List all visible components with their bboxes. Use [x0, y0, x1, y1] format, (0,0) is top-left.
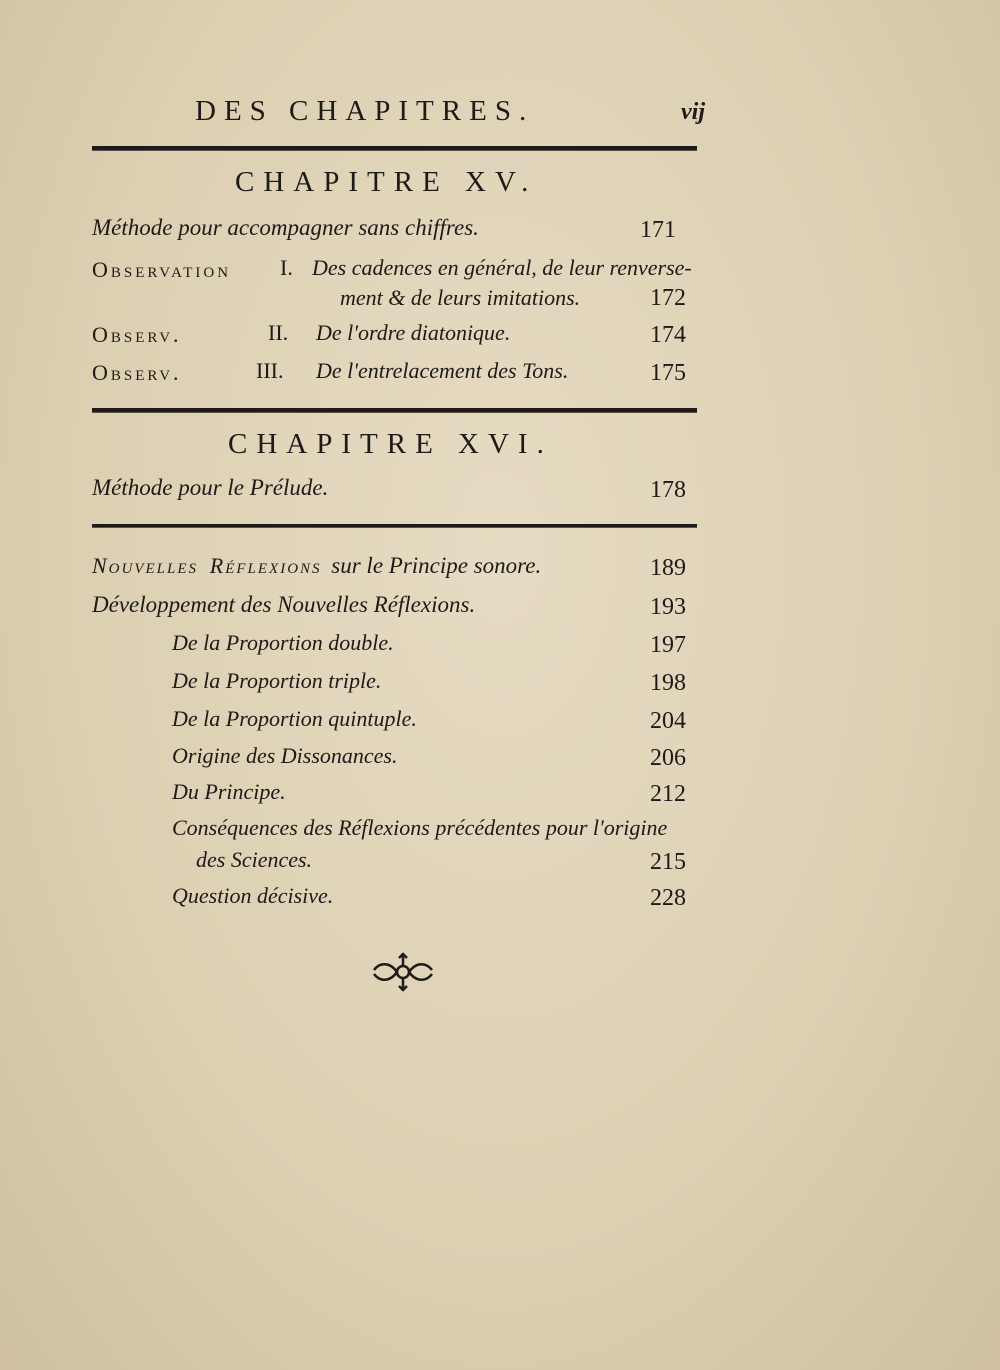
fleuron-ornament-icon — [370, 952, 436, 992]
toc-entry-text: De la Proportion double. — [172, 630, 394, 655]
observation-label: Observ. — [92, 360, 182, 385]
entry-remainder: sur le Principe sonore. — [331, 553, 542, 578]
toc-page-number: 206 — [650, 745, 686, 771]
running-header — [195, 95, 705, 135]
toc-entry-text: Méthode pour accompagner sans chiffres. — [92, 215, 479, 240]
observation-label: Observation — [92, 257, 232, 282]
toc-page-number: 174 — [650, 322, 686, 348]
page-folio: vij — [681, 99, 705, 125]
toc-page-number: 228 — [650, 885, 686, 911]
toc-page-number: 204 — [650, 708, 686, 734]
divider-rule — [92, 146, 697, 151]
toc-entry-text: Origine des Dissonances. — [172, 743, 398, 768]
observation-numeral: II. — [268, 320, 289, 345]
toc-entry-text: Du Principe. — [172, 779, 286, 804]
toc-entry-text-continued: des Sciences. — [196, 847, 313, 872]
toc-page-number: 189 — [650, 555, 686, 581]
toc-page-number: 172 — [650, 285, 686, 311]
toc-page-number: 175 — [650, 360, 686, 386]
chapter-title: CHAPITRE XVI. — [228, 428, 553, 460]
toc-page-number: 215 — [650, 849, 686, 875]
toc-entry-text: De l'entrelacement des Tons. — [316, 358, 569, 383]
toc-entry-text-continued: ment & de leurs imitations. — [340, 285, 581, 310]
small-caps-word: Réflexions — [209, 553, 322, 578]
toc-entry-text: Conséquences des Réflexions précédentes pour l'origine — [172, 815, 668, 840]
toc-page-number: 178 — [650, 477, 686, 503]
toc-entry-text: De l'ordre diatonique. — [316, 320, 511, 345]
toc-page-number: 193 — [650, 594, 686, 620]
toc-page-number: 198 — [650, 670, 686, 696]
toc-page-number: 197 — [650, 632, 686, 658]
toc-entry-text: Développement des Nouvelles Réflexions. — [92, 592, 476, 617]
toc-entry-text: De la Proportion triple. — [172, 668, 382, 693]
observation-numeral: III. — [256, 358, 284, 383]
observation-numeral: I. — [280, 255, 293, 280]
divider-rule — [92, 524, 697, 528]
toc-page-number: 212 — [650, 781, 686, 807]
toc-entry-text: Question décisive. — [172, 883, 334, 908]
observation-label: Observ. — [92, 322, 182, 347]
running-title: DES CHAPITRES. — [195, 95, 535, 127]
small-caps-word: Nouvelles — [92, 553, 199, 578]
toc-entry-text — [92, 553, 541, 579]
toc-entry-text: Méthode pour le Prélude. — [92, 475, 329, 500]
toc-page-number: 171 — [640, 217, 676, 243]
toc-entry-text: Des cadences en général, de leur renverse- — [312, 255, 692, 280]
chapter-title: CHAPITRE XV. — [235, 166, 538, 198]
divider-rule — [92, 408, 697, 413]
toc-entry-text: De la Proportion quintuple. — [172, 706, 417, 731]
